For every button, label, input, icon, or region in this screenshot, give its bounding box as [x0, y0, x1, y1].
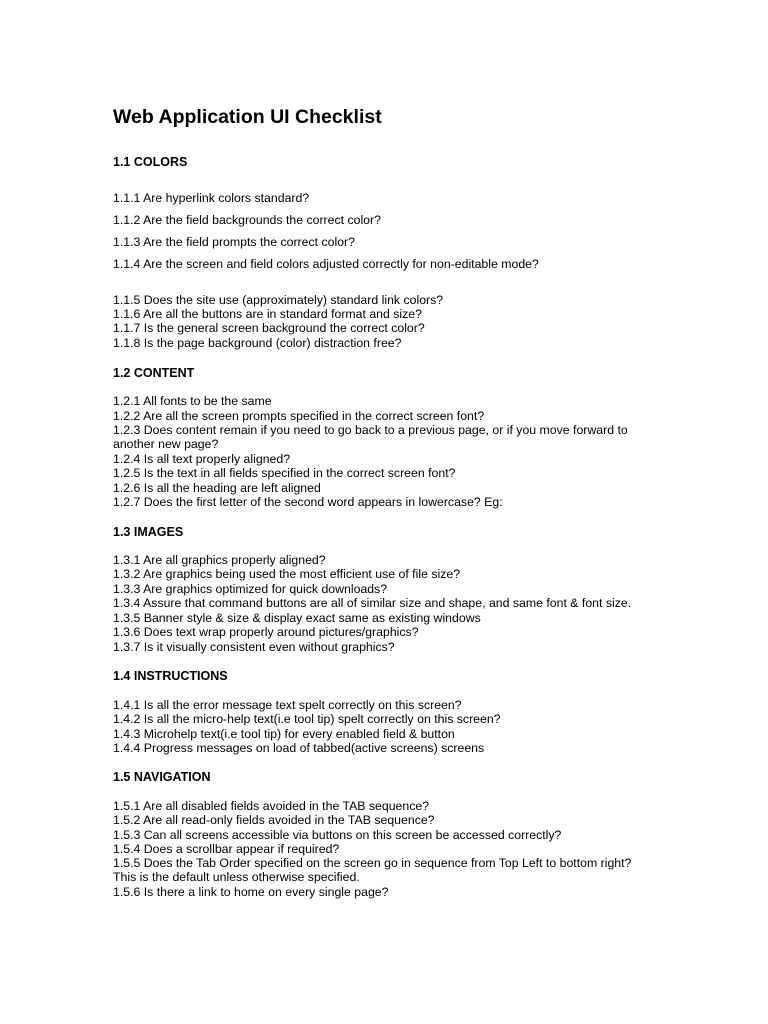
checklist-item: 1.4.3 Microhelp text(i.e tool tip) for every enabled field & button — [113, 727, 455, 741]
checklist-item: 1.2.7 Does the first letter of the second word appears in lowercase? Eg: — [113, 495, 503, 509]
document-title: Web Application UI Checklist — [113, 106, 382, 128]
checklist-item: 1.2.6 Is all the heading are left aligned — [113, 481, 321, 495]
section-heading-content: 1.2 CONTENT — [113, 366, 195, 380]
section-heading-images: 1.3 IMAGES — [113, 525, 184, 539]
checklist-item: 1.2.2 Are all the screen prompts specified in the correct screen font? — [113, 409, 485, 423]
checklist-item: 1.1.8 Is the page background (color) distraction free? — [113, 336, 402, 350]
checklist-item: 1.4.2 Is all the micro-help text(i.e tool tip) spelt correctly on this screen? — [113, 712, 501, 726]
checklist-item: 1.4.1 Is all the error message text spelt correctly on this screen? — [113, 698, 462, 712]
section-heading-colors: 1.1 COLORS — [113, 155, 188, 169]
checklist-item: 1.5.2 Are all read-only fields avoided in the TAB sequence? — [113, 813, 435, 827]
checklist-item: 1.5.6 Is there a link to home on every single page? — [113, 885, 389, 899]
checklist-item: 1.1.5 Does the site use (approximately) standard link colors? — [113, 293, 444, 307]
checklist-item: 1.3.7 Is it visually consistent even without graphics? — [113, 640, 395, 654]
checklist-item: 1.1.4 Are the screen and field colors adjusted correctly for non-editable mode? — [113, 257, 539, 271]
checklist-item: 1.5.3 Can all screens accessible via buttons on this screen be accessed correctly? — [113, 828, 562, 842]
checklist-item: 1.1.6 Are all the buttons are in standard format and size? — [113, 307, 422, 321]
checklist-item: 1.2.1 All fonts to be the same — [113, 394, 272, 408]
checklist-item: 1.3.4 Assure that command buttons are all of similar size and shape, and same font & font size. — [113, 596, 632, 610]
checklist-item: 1.3.2 Are graphics being used the most efficient use of file size? — [113, 567, 461, 581]
checklist-item: 1.1.7 Is the general screen background the correct color? — [113, 321, 425, 335]
section-heading-navigation: 1.5 NAVIGATION — [113, 770, 211, 784]
checklist-item: 1.4.4 Progress messages on load of tabbed(active screens) screens — [113, 741, 485, 755]
checklist-item: 1.5.1 Are all disabled fields avoided in the TAB sequence? — [113, 799, 430, 813]
checklist-item: 1.3.3 Are graphics optimized for quick downloads? — [113, 582, 388, 596]
checklist-item: 1.1.1 Are hyperlink colors standard? — [113, 191, 310, 205]
checklist-item: 1.5.4 Does a scrollbar appear if required? — [113, 842, 340, 856]
checklist-item: 1.2.4 Is all text properly aligned? — [113, 452, 291, 466]
section-heading-instructions: 1.4 INSTRUCTIONS — [113, 669, 228, 683]
checklist-item: 1.1.2 Are the field backgrounds the correct color? — [113, 213, 381, 227]
checklist-item: 1.2.3 Does content remain if you need to go back to a previous page, or if you move forward to another new page? — [113, 423, 628, 452]
checklist-item: 1.5.5 Does the Tab Order specified on the screen go in sequence from Top Left to bottom right? This is the default unless otherwise specified. — [113, 856, 632, 885]
checklist-item: 1.2.5 Is the text in all fields specified in the correct screen font? — [113, 466, 456, 480]
checklist-item: 1.3.1 Are all graphics properly aligned? — [113, 553, 326, 567]
checklist-item: 1.1.3 Are the field prompts the correct color? — [113, 235, 355, 249]
checklist-item: 1.3.5 Banner style & size & display exact same as existing windows — [113, 611, 481, 625]
checklist-item: 1.3.6 Does text wrap properly around pictures/graphics? — [113, 625, 419, 639]
